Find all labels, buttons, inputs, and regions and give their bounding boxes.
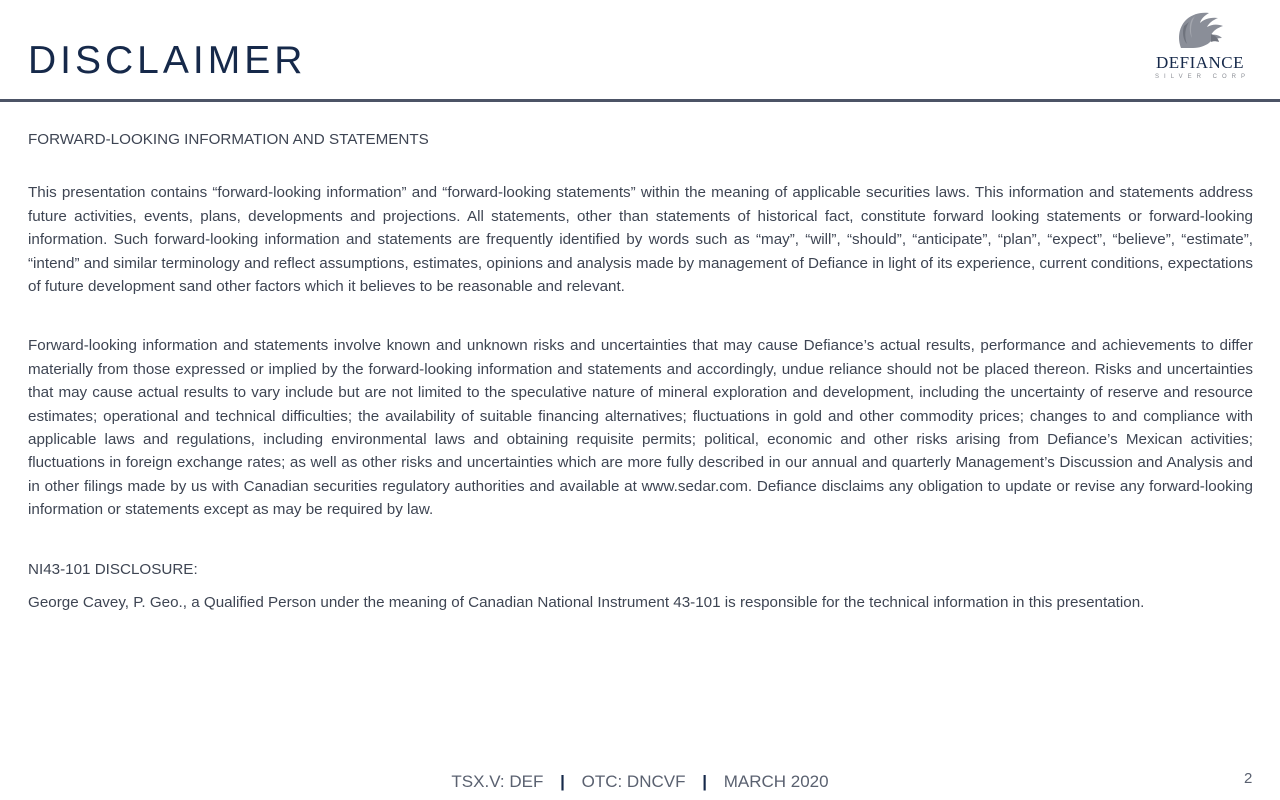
disclaimer-body xyxy=(28,128,1253,615)
logo-tagline: SILVER CORP xyxy=(1155,74,1250,80)
lion-head-icon xyxy=(1171,8,1229,52)
ni43-101-paragraph: George Cavey, P. Geo., a Qualified Person under the meaning of Canadian National Instrument 43-101 is responsible for the technical information in this presentation. xyxy=(28,594,1145,612)
forward-looking-paragraph-2: Forward-looking information and statements involve known and unknown risks and uncertainties that may cause Defiance’s actual results, performance and achievements to differ materially from those expressed or implied by the forward-looking information and statements and accordingly, undue reliance should not be placed thereon. Risks and uncertainties that may cause actual results to vary include but are not limited to the speculative nature of mineral exploration and development, including the uncertainty of reserve and resource estimates; operational and technical difficulties; the availability of suitable financing alternatives; fluctuations in gold and other commodity prices; changes to and compliance with applicable laws and regulations, including environmental laws and obtaining requisite permits; political, economic and other risks arising from Defiance’s Mexican activities; fluctuations in foreign exchange rates; as well as other risks and uncertainties which are more fully described in our annual and quarterly Management’s Discussion and Analysis and in other filings made by us with Canadian securities regulatory authorities and available at www.sedar.com. Defiance disclaims any obligation to update or revise any forward-looking information or statements except as may be required by law. xyxy=(28,337,1253,519)
ni43-101-heading: NI43-101 DISCLOSURE: xyxy=(28,560,198,578)
forward-looking-heading: FORWARD-LOOKING INFORMATION AND STATEMENTS xyxy=(28,131,429,148)
company-logo xyxy=(1140,8,1260,90)
page-title: DISCLAIMER xyxy=(28,39,307,82)
page-number: 2 xyxy=(1244,770,1253,787)
footer xyxy=(0,768,1280,796)
footer-date: MARCH 2020 xyxy=(723,772,829,791)
footer-otc-ticker: OTC: DNCVF xyxy=(581,772,686,791)
footer-tsx-ticker: TSX.V: DEF xyxy=(451,772,544,791)
footer-separator: | xyxy=(702,772,707,791)
footer-separator: | xyxy=(560,772,565,791)
title-divider xyxy=(0,99,1280,102)
logo-name: DEFIANCE xyxy=(1155,53,1245,72)
forward-looking-paragraph-1: This presentation contains “forward-looking information” and “forward-looking statements” within the meaning of applicable securities laws. This information and statements address future activities, events, plans, developments and projections. All statements, other than statements of historical fact, constitute forward looking statements or forward-looking information. Such forward-looking information and statements are frequently identified by words such as “may”, “will”, “should”, “anticipate”, “plan”, “expect”, “believe”, “estimate”, “intend” and similar terminology and reflect assumptions, estimates, opinions and analysis made by management of Defiance in light of its experience, current conditions, expectations of future development sand other factors which it believes to be reasonable and relevant. xyxy=(28,184,1253,296)
